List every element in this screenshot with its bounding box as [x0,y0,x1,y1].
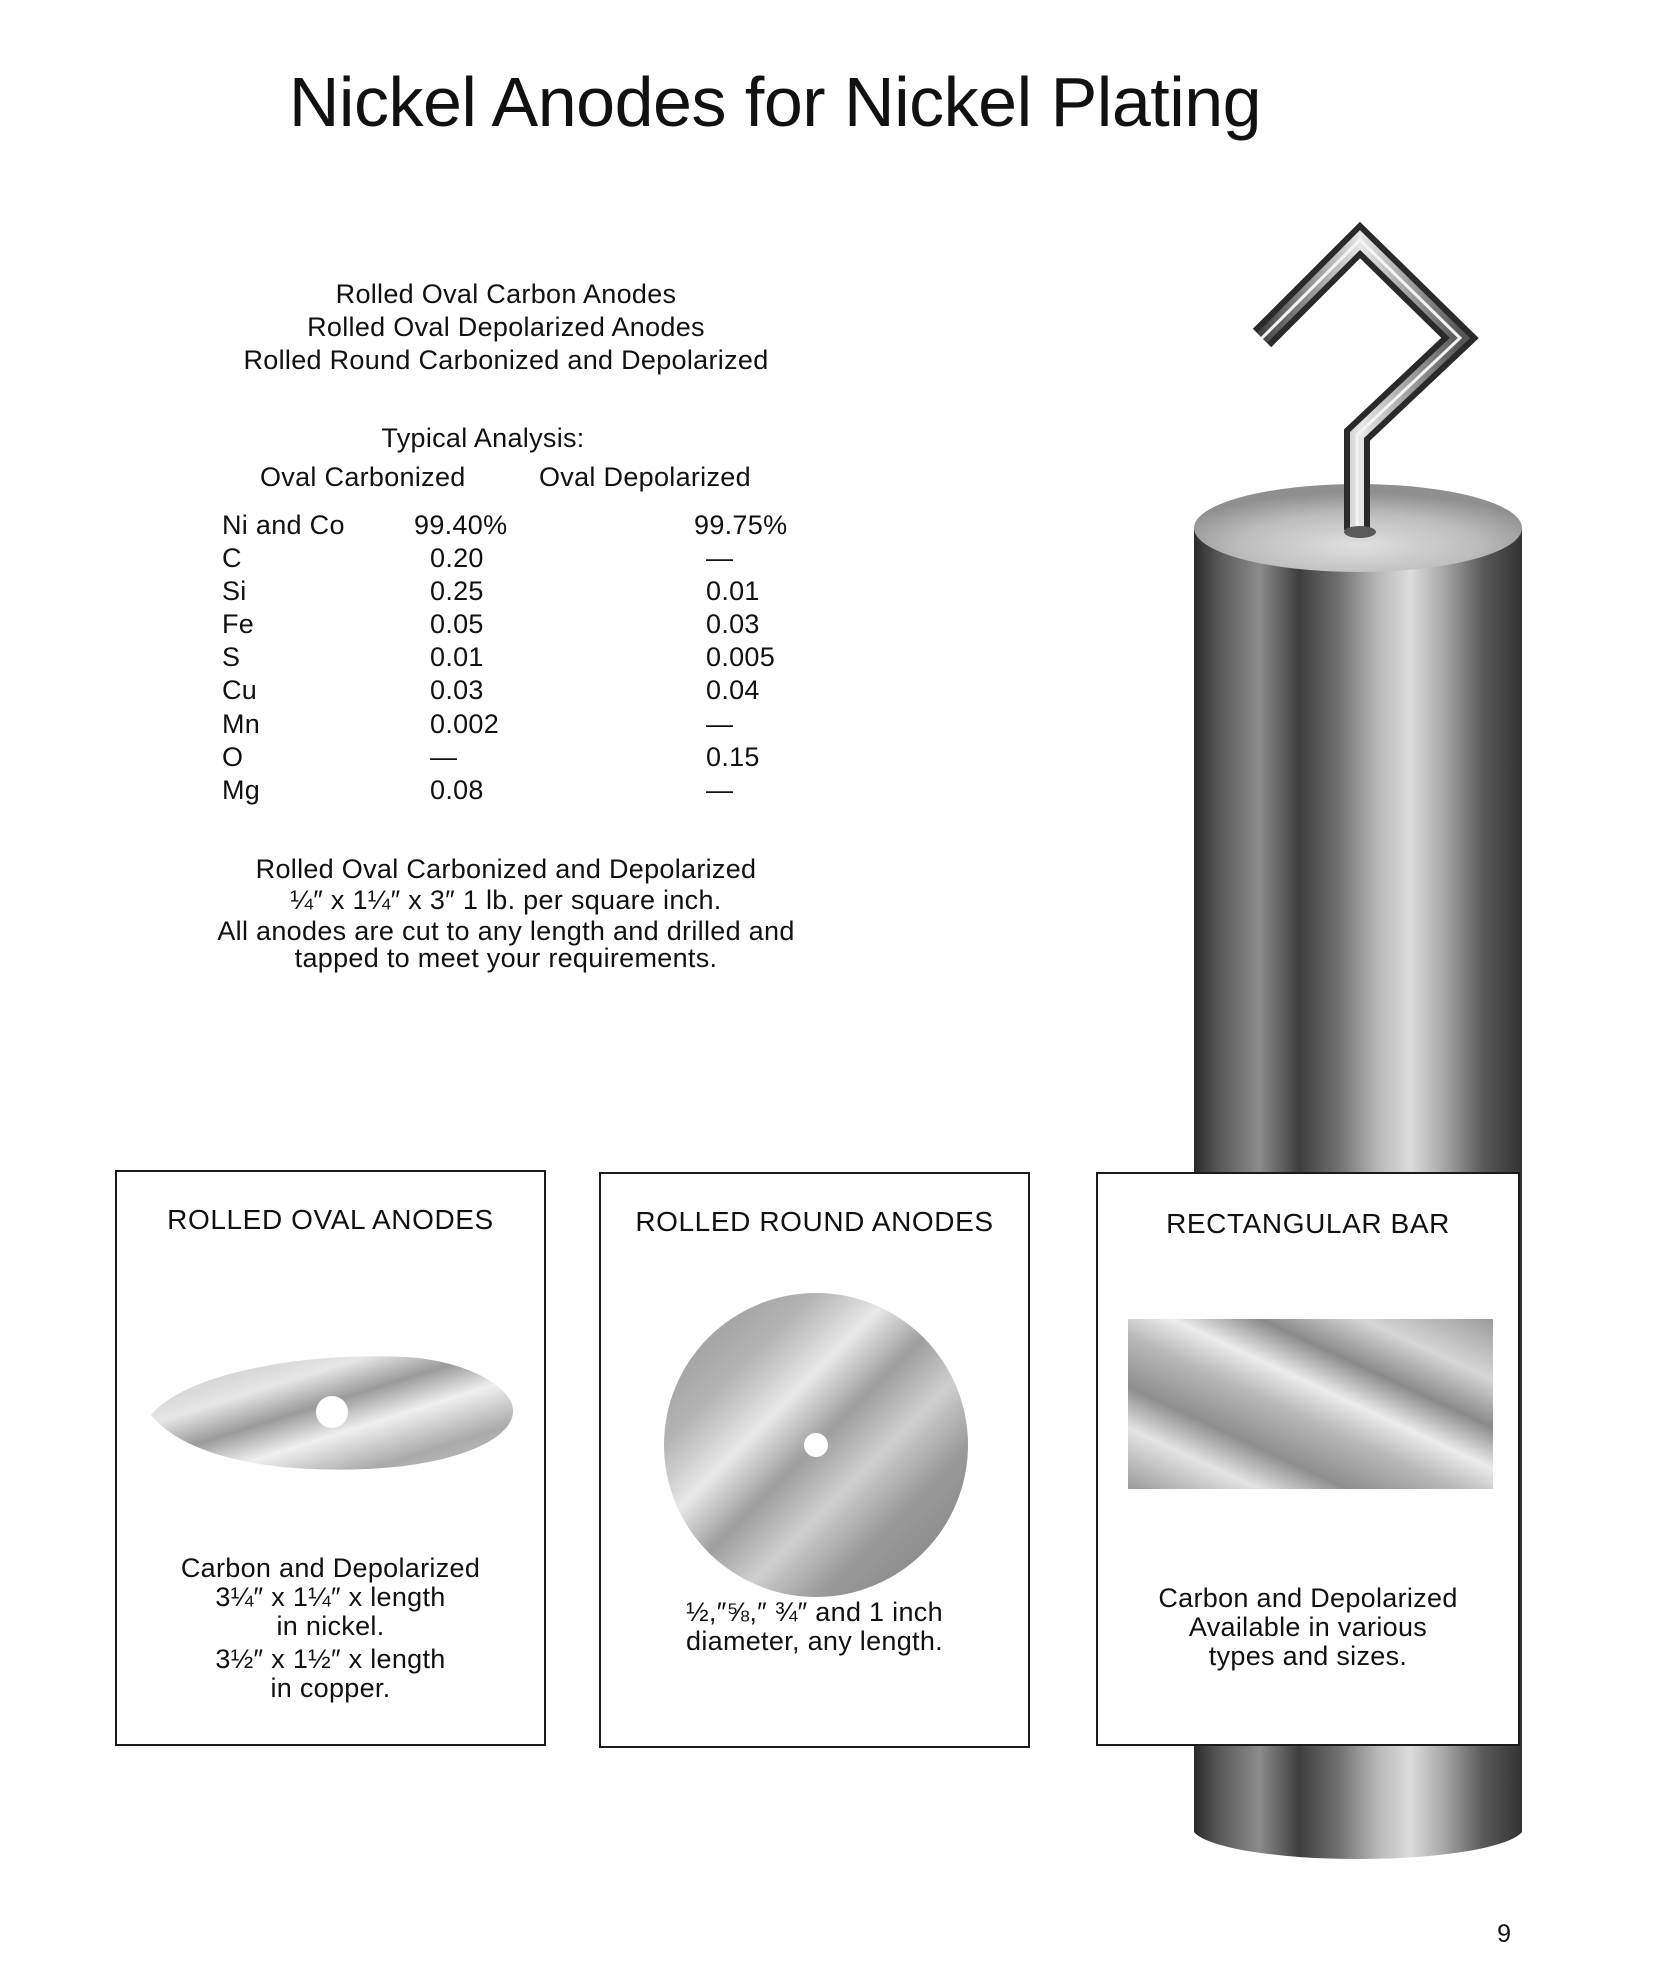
element-cell: Mg [222,774,261,805]
analysis-caption: Typical Analysis: [381,423,585,453]
table-row [222,609,842,642]
round-anode-illustration [663,1292,969,1598]
note-line: ¼″ x 1¼″ x 3″ 1 lb. per square inch. [290,885,722,915]
table-row [222,543,842,576]
depolarized-cell: — [706,543,734,574]
description-line: 3¼″ x 1¼″ x length [215,1582,446,1612]
description-line: Carbon and Depolarized [180,1553,481,1583]
rolled-round-anodes-panel [599,1172,1030,1748]
depolarized-cell: 0.03 [706,609,760,640]
note-line: Rolled Oval Carbonized and Depolarized [255,854,757,884]
element-cell: Cu [222,675,258,706]
product-line: Rolled Oval Carbon Anodes [335,279,677,309]
description-line: ½,″⅝,″ ¾″ and 1 inch [686,1597,943,1627]
depolarized-cell: — [706,774,734,805]
rolled-oval-anodes-panel [115,1170,546,1746]
carbonized-cell: — [430,741,458,772]
carbonized-cell: 99.40% [414,510,508,540]
table-row [222,576,842,609]
element-cell: O [222,741,244,772]
depolarized-cell: 99.75% [694,510,788,540]
depolarized-cell: 0.04 [706,675,760,706]
element-cell: S [222,642,241,673]
panel-description [601,1598,1028,1656]
depolarized-cell: — [706,708,734,739]
carbonized-cell: 0.03 [430,675,484,706]
column-header-oval-depolarized: Oval Depolarized [539,462,751,492]
oval-anode-illustration [147,1347,517,1477]
table-row [222,742,842,775]
carbonized-cell: 0.25 [430,576,484,607]
size-notes [150,854,862,974]
carbonized-cell: 0.01 [430,642,484,673]
column-header-oval-carbonized: Oval Carbonized [260,462,466,492]
rectangular-bar-illustration [1128,1319,1493,1489]
element-cell: Mn [222,708,261,739]
element-cell: Ni and Co [222,510,345,540]
description-line: diameter, any length. [686,1626,943,1656]
rectangular-bar-panel [1096,1172,1520,1746]
description-line: Available in various [1188,1612,1428,1642]
product-line: Rolled Round Carbonized and Depolarized [243,345,769,375]
description-line: 3½″ x 1½″ x length [215,1644,446,1674]
description-line: types and sizes. [1208,1641,1408,1671]
depolarized-cell: 0.005 [706,642,776,673]
carbonized-cell: 0.08 [430,774,484,805]
description-line: in nickel. [276,1611,385,1641]
table-row [222,709,842,742]
page-number: 9 [1497,1920,1511,1948]
note-line: tapped to meet your requirements. [294,943,718,973]
element-cell: Si [222,576,247,607]
carbonized-cell: 0.002 [430,708,500,739]
table-row [222,642,842,675]
depolarized-cell: 0.15 [706,741,760,772]
description-line: in copper. [270,1673,391,1703]
note-line: All anodes are cut to any length and drilled and [217,916,795,946]
panel-title: ROLLED OVAL ANODES [167,1204,494,1235]
product-lines-list [180,278,832,377]
panel-description [1098,1584,1518,1671]
panel-title: RECTANGULAR BAR [1166,1208,1450,1239]
panel-title: ROLLED ROUND ANODES [635,1206,994,1237]
depolarized-cell: 0.01 [706,576,760,607]
element-cell: C [222,543,242,574]
table-row [222,775,842,808]
carbonized-cell: 0.20 [430,543,484,574]
table-row [222,510,842,543]
element-cell: Fe [222,609,255,640]
panel-description [117,1554,544,1703]
carbonized-cell: 0.05 [430,609,484,640]
analysis-table [222,510,842,808]
description-line: Carbon and Depolarized [1158,1583,1458,1613]
page-title: Nickel Anodes for Nickel Plating [288,63,1262,141]
table-row [222,675,842,708]
product-line: Rolled Oval Depolarized Anodes [307,312,705,342]
